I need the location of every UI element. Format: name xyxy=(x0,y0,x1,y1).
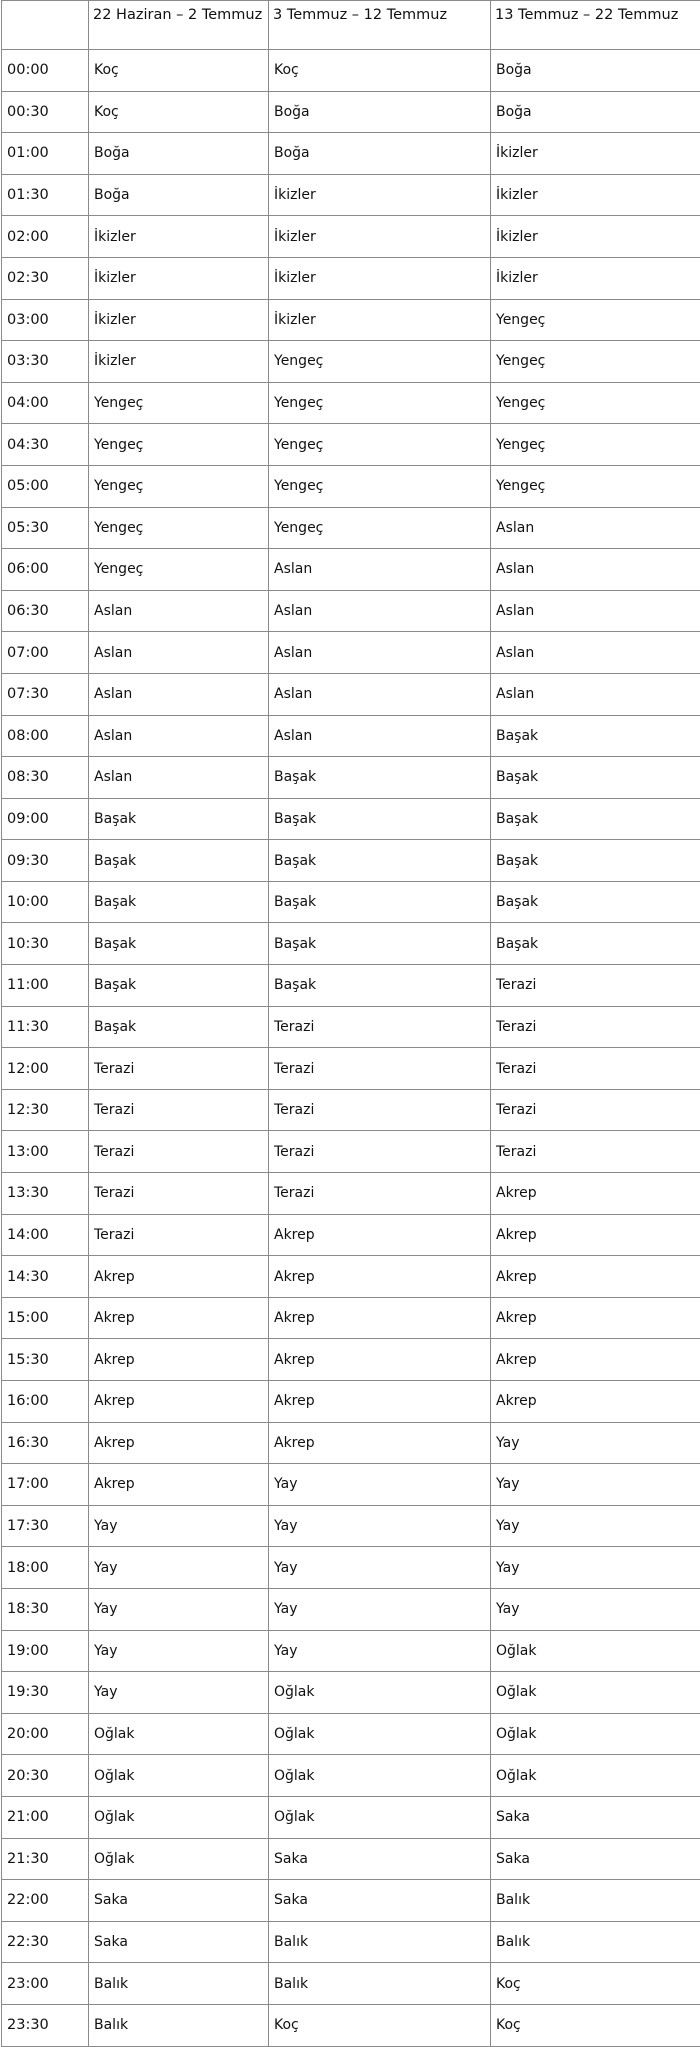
sign-cell-col-b: Yay xyxy=(269,1588,491,1630)
time-cell: 04:00 xyxy=(2,382,89,424)
sign-cell-col-b: Aslan xyxy=(269,590,491,632)
sign-cell-col-b: Terazi xyxy=(269,1048,491,1090)
sign-cell-col-b: Akrep xyxy=(269,1339,491,1381)
time-cell: 09:30 xyxy=(2,840,89,882)
sign-cell-col-b: Aslan xyxy=(269,715,491,757)
time-cell: 11:30 xyxy=(2,1006,89,1048)
table-row xyxy=(2,1796,700,1838)
sign-cell-col-c: Başak xyxy=(491,881,700,923)
sign-cell-col-c: Başak xyxy=(491,798,700,840)
sign-cell-col-c: Başak xyxy=(491,715,700,757)
sign-cell-col-c: Yay xyxy=(491,1588,700,1630)
sign-cell-col-c: İkizler xyxy=(491,133,700,175)
sign-cell-col-a: Başak xyxy=(89,923,269,965)
time-cell: 00:30 xyxy=(2,91,89,133)
time-cell: 12:00 xyxy=(2,1048,89,1090)
table-row xyxy=(2,50,700,92)
sign-cell-col-c: Koç xyxy=(491,1963,700,2005)
table-row xyxy=(2,798,700,840)
sign-cell-col-b: Yay xyxy=(269,1630,491,1672)
sign-cell-col-a: Başak xyxy=(89,840,269,882)
sign-cell-col-a: Yay xyxy=(89,1672,269,1714)
time-cell: 00:00 xyxy=(2,50,89,92)
sign-cell-col-c: Yengeç xyxy=(491,341,700,383)
sign-cell-col-b: Akrep xyxy=(269,1381,491,1423)
table-row xyxy=(2,1214,700,1256)
sign-cell-col-b: Yengeç xyxy=(269,507,491,549)
sign-cell-col-c: Akrep xyxy=(491,1214,700,1256)
sign-cell-col-a: Terazi xyxy=(89,1131,269,1173)
header-col-a: 22 Haziran – 2 Temmuz xyxy=(89,1,269,50)
sign-cell-col-b: Terazi xyxy=(269,1006,491,1048)
time-cell: 10:30 xyxy=(2,923,89,965)
sign-cell-col-a: Saka xyxy=(89,1880,269,1922)
table-row xyxy=(2,757,700,799)
sign-cell-col-a: Yay xyxy=(89,1547,269,1589)
sign-cell-col-b: Saka xyxy=(269,1838,491,1880)
header-row xyxy=(2,1,700,50)
sign-cell-col-c: Aslan xyxy=(491,673,700,715)
sign-cell-col-c: Koç xyxy=(491,2004,700,2046)
sign-cell-col-a: Oğlak xyxy=(89,1755,269,1797)
header-time xyxy=(2,1,89,50)
sign-cell-col-b: Başak xyxy=(269,881,491,923)
table-row xyxy=(2,549,700,591)
sign-cell-col-c: Aslan xyxy=(491,507,700,549)
time-cell: 16:00 xyxy=(2,1381,89,1423)
sign-cell-col-b: Başak xyxy=(269,840,491,882)
sign-cell-col-b: Boğa xyxy=(269,133,491,175)
sign-cell-col-a: Terazi xyxy=(89,1089,269,1131)
sign-cell-col-a: Başak xyxy=(89,1006,269,1048)
table-row xyxy=(2,1713,700,1755)
sign-cell-col-a: İkizler xyxy=(89,216,269,258)
sign-cell-col-b: Akrep xyxy=(269,1256,491,1298)
sign-cell-col-b: Terazi xyxy=(269,1089,491,1131)
sign-cell-col-a: Yengeç xyxy=(89,424,269,466)
sign-cell-col-b: Yengeç xyxy=(269,341,491,383)
sign-cell-col-c: Yengeç xyxy=(491,382,700,424)
sign-cell-col-a: Balık xyxy=(89,2004,269,2046)
sign-cell-col-a: İkizler xyxy=(89,257,269,299)
table-row xyxy=(2,1297,700,1339)
sign-cell-col-b: Oğlak xyxy=(269,1796,491,1838)
sign-cell-col-a: Yay xyxy=(89,1630,269,1672)
table-row xyxy=(2,465,700,507)
sign-cell-col-c: Yay xyxy=(491,1422,700,1464)
time-cell: 18:00 xyxy=(2,1547,89,1589)
table-body xyxy=(2,50,700,2047)
sign-cell-col-b: Aslan xyxy=(269,673,491,715)
time-cell: 01:30 xyxy=(2,174,89,216)
sign-cell-col-b: Akrep xyxy=(269,1422,491,1464)
time-cell: 15:00 xyxy=(2,1297,89,1339)
table-row xyxy=(2,840,700,882)
sign-cell-col-a: Yengeç xyxy=(89,549,269,591)
table-row xyxy=(2,923,700,965)
time-cell: 11:00 xyxy=(2,965,89,1007)
sign-cell-col-c: Yay xyxy=(491,1464,700,1506)
sign-cell-col-a: Aslan xyxy=(89,715,269,757)
sign-cell-col-b: Aslan xyxy=(269,549,491,591)
table-row xyxy=(2,174,700,216)
sign-cell-col-a: Oğlak xyxy=(89,1796,269,1838)
sign-cell-col-c: Oğlak xyxy=(491,1755,700,1797)
table-row xyxy=(2,1672,700,1714)
sign-cell-col-a: Boğa xyxy=(89,133,269,175)
table-row xyxy=(2,257,700,299)
table-row xyxy=(2,1048,700,1090)
sign-cell-col-a: Akrep xyxy=(89,1339,269,1381)
table-row xyxy=(2,1588,700,1630)
sign-cell-col-c: Başak xyxy=(491,840,700,882)
sign-cell-col-c: Aslan xyxy=(491,590,700,632)
time-cell: 21:00 xyxy=(2,1796,89,1838)
sign-cell-col-a: Saka xyxy=(89,1921,269,1963)
sign-cell-col-a: Akrep xyxy=(89,1422,269,1464)
sign-cell-col-c: Yay xyxy=(491,1547,700,1589)
time-cell: 14:00 xyxy=(2,1214,89,1256)
sign-cell-col-c: Terazi xyxy=(491,1131,700,1173)
time-cell: 02:00 xyxy=(2,216,89,258)
sign-cell-col-b: Yay xyxy=(269,1547,491,1589)
table-row xyxy=(2,965,700,1007)
time-cell: 21:30 xyxy=(2,1838,89,1880)
sign-cell-col-a: Aslan xyxy=(89,757,269,799)
sign-cell-col-b: Akrep xyxy=(269,1297,491,1339)
sign-cell-col-b: Başak xyxy=(269,798,491,840)
time-cell: 13:00 xyxy=(2,1131,89,1173)
sign-cell-col-c: Oğlak xyxy=(491,1672,700,1714)
time-cell: 14:30 xyxy=(2,1256,89,1298)
sign-cell-col-b: Koç xyxy=(269,2004,491,2046)
sign-cell-col-c: Akrep xyxy=(491,1256,700,1298)
time-cell: 13:30 xyxy=(2,1173,89,1215)
time-cell: 17:30 xyxy=(2,1505,89,1547)
sign-cell-col-a: Balık xyxy=(89,1963,269,2005)
sign-cell-col-c: Başak xyxy=(491,923,700,965)
sign-cell-col-a: Başak xyxy=(89,881,269,923)
sign-cell-col-b: Başak xyxy=(269,757,491,799)
table-row xyxy=(2,1422,700,1464)
time-cell: 10:00 xyxy=(2,881,89,923)
table-row xyxy=(2,507,700,549)
sign-cell-col-c: İkizler xyxy=(491,257,700,299)
sign-cell-col-a: Terazi xyxy=(89,1048,269,1090)
sign-cell-col-b: Yengeç xyxy=(269,424,491,466)
table-row xyxy=(2,1464,700,1506)
table-row xyxy=(2,216,700,258)
sign-cell-col-a: Terazi xyxy=(89,1214,269,1256)
sign-cell-col-b: Oğlak xyxy=(269,1672,491,1714)
time-cell: 05:30 xyxy=(2,507,89,549)
sign-cell-col-c: Boğa xyxy=(491,91,700,133)
sign-cell-col-b: Terazi xyxy=(269,1173,491,1215)
table-row xyxy=(2,1131,700,1173)
sign-cell-col-a: Aslan xyxy=(89,673,269,715)
sign-cell-col-a: Yengeç xyxy=(89,465,269,507)
table-row xyxy=(2,133,700,175)
table-row xyxy=(2,590,700,632)
sign-cell-col-a: Yay xyxy=(89,1505,269,1547)
sign-cell-col-a: Yengeç xyxy=(89,507,269,549)
sign-cell-col-a: Akrep xyxy=(89,1381,269,1423)
sign-cell-col-c: Balık xyxy=(491,1880,700,1922)
sign-cell-col-a: Yay xyxy=(89,1588,269,1630)
sign-cell-col-c: Akrep xyxy=(491,1297,700,1339)
table-row xyxy=(2,1921,700,1963)
time-cell: 22:00 xyxy=(2,1880,89,1922)
table-row xyxy=(2,1173,700,1215)
header-col-c: 13 Temmuz – 22 Temmuz xyxy=(491,1,700,50)
time-cell: 06:30 xyxy=(2,590,89,632)
sign-cell-col-c: İkizler xyxy=(491,216,700,258)
table-row xyxy=(2,1547,700,1589)
sign-cell-col-c: Saka xyxy=(491,1838,700,1880)
time-cell: 09:00 xyxy=(2,798,89,840)
time-cell: 15:30 xyxy=(2,1339,89,1381)
time-cell: 12:30 xyxy=(2,1089,89,1131)
sign-cell-col-c: Yengeç xyxy=(491,424,700,466)
table-row xyxy=(2,1963,700,2005)
sign-cell-col-b: İkizler xyxy=(269,299,491,341)
time-cell: 05:00 xyxy=(2,465,89,507)
sign-cell-col-a: Akrep xyxy=(89,1256,269,1298)
time-cell: 04:30 xyxy=(2,424,89,466)
header-col-b: 3 Temmuz – 12 Temmuz xyxy=(269,1,491,50)
sign-cell-col-c: Akrep xyxy=(491,1339,700,1381)
time-cell: 20:30 xyxy=(2,1755,89,1797)
time-cell: 01:00 xyxy=(2,133,89,175)
time-cell: 20:00 xyxy=(2,1713,89,1755)
sign-cell-col-c: Terazi xyxy=(491,1048,700,1090)
table-row xyxy=(2,424,700,466)
time-cell: 23:30 xyxy=(2,2004,89,2046)
time-cell: 06:00 xyxy=(2,549,89,591)
table-row xyxy=(2,1381,700,1423)
table-row xyxy=(2,1006,700,1048)
sign-cell-col-b: Yengeç xyxy=(269,382,491,424)
sign-cell-col-b: İkizler xyxy=(269,174,491,216)
time-cell: 07:30 xyxy=(2,673,89,715)
table-row xyxy=(2,1755,700,1797)
table-row xyxy=(2,382,700,424)
sign-cell-col-b: Oğlak xyxy=(269,1713,491,1755)
table-row xyxy=(2,2004,700,2046)
sign-cell-col-b: Başak xyxy=(269,923,491,965)
sign-cell-col-c: Yengeç xyxy=(491,299,700,341)
sign-cell-col-b: Yay xyxy=(269,1464,491,1506)
sign-cell-col-c: Oğlak xyxy=(491,1630,700,1672)
sign-cell-col-a: Aslan xyxy=(89,590,269,632)
sign-cell-col-a: Başak xyxy=(89,965,269,1007)
sign-cell-col-a: Oğlak xyxy=(89,1713,269,1755)
sign-cell-col-a: Boğa xyxy=(89,174,269,216)
time-cell: 22:30 xyxy=(2,1921,89,1963)
sign-cell-col-a: Aslan xyxy=(89,632,269,674)
time-cell: 07:00 xyxy=(2,632,89,674)
sign-cell-col-b: Balık xyxy=(269,1921,491,1963)
table-header xyxy=(2,1,700,50)
ascendant-table xyxy=(1,0,700,2047)
sign-cell-col-b: Yengeç xyxy=(269,465,491,507)
time-cell: 23:00 xyxy=(2,1963,89,2005)
time-cell: 03:00 xyxy=(2,299,89,341)
sign-cell-col-c: İkizler xyxy=(491,174,700,216)
sign-cell-col-a: İkizler xyxy=(89,341,269,383)
time-cell: 08:30 xyxy=(2,757,89,799)
sign-cell-col-a: Akrep xyxy=(89,1297,269,1339)
table-row xyxy=(2,341,700,383)
sign-cell-col-a: Koç xyxy=(89,50,269,92)
sign-cell-col-b: Başak xyxy=(269,965,491,1007)
sign-cell-col-a: Akrep xyxy=(89,1464,269,1506)
sign-cell-col-a: Oğlak xyxy=(89,1838,269,1880)
table-row xyxy=(2,632,700,674)
sign-cell-col-a: Terazi xyxy=(89,1173,269,1215)
sign-cell-col-b: Koç xyxy=(269,50,491,92)
table-row xyxy=(2,299,700,341)
sign-cell-col-b: Yay xyxy=(269,1505,491,1547)
table-row xyxy=(2,1630,700,1672)
sign-cell-col-b: Terazi xyxy=(269,1131,491,1173)
table-row xyxy=(2,1339,700,1381)
sign-cell-col-c: Saka xyxy=(491,1796,700,1838)
time-cell: 17:00 xyxy=(2,1464,89,1506)
table-row xyxy=(2,715,700,757)
sign-cell-col-b: Saka xyxy=(269,1880,491,1922)
sign-cell-col-b: İkizler xyxy=(269,216,491,258)
table-row xyxy=(2,91,700,133)
sign-cell-col-c: Akrep xyxy=(491,1381,700,1423)
sign-cell-col-c: Terazi xyxy=(491,1006,700,1048)
time-cell: 16:30 xyxy=(2,1422,89,1464)
sign-cell-col-c: Yengeç xyxy=(491,465,700,507)
sign-cell-col-c: Terazi xyxy=(491,1089,700,1131)
sign-cell-col-c: Aslan xyxy=(491,632,700,674)
table-row xyxy=(2,1838,700,1880)
time-cell: 19:00 xyxy=(2,1630,89,1672)
table-row xyxy=(2,881,700,923)
table-row xyxy=(2,1880,700,1922)
sign-cell-col-b: Boğa xyxy=(269,91,491,133)
sign-cell-col-c: Aslan xyxy=(491,549,700,591)
table-row xyxy=(2,1505,700,1547)
sign-cell-col-a: Koç xyxy=(89,91,269,133)
table-row xyxy=(2,1089,700,1131)
time-cell: 18:30 xyxy=(2,1588,89,1630)
sign-cell-col-b: İkizler xyxy=(269,257,491,299)
sign-cell-col-a: İkizler xyxy=(89,299,269,341)
sign-cell-col-b: Aslan xyxy=(269,632,491,674)
time-cell: 03:30 xyxy=(2,341,89,383)
table-row xyxy=(2,673,700,715)
time-cell: 02:30 xyxy=(2,257,89,299)
sign-cell-col-a: Başak xyxy=(89,798,269,840)
sign-cell-col-c: Oğlak xyxy=(491,1713,700,1755)
table-row xyxy=(2,1256,700,1298)
sign-cell-col-b: Balık xyxy=(269,1963,491,2005)
time-cell: 08:00 xyxy=(2,715,89,757)
sign-cell-col-b: Akrep xyxy=(269,1214,491,1256)
sign-cell-col-c: Akrep xyxy=(491,1173,700,1215)
sign-cell-col-c: Terazi xyxy=(491,965,700,1007)
sign-cell-col-c: Balık xyxy=(491,1921,700,1963)
sign-cell-col-c: Başak xyxy=(491,757,700,799)
sign-cell-col-c: Boğa xyxy=(491,50,700,92)
sign-cell-col-c: Yay xyxy=(491,1505,700,1547)
time-cell: 19:30 xyxy=(2,1672,89,1714)
sign-cell-col-a: Yengeç xyxy=(89,382,269,424)
sign-cell-col-b: Oğlak xyxy=(269,1755,491,1797)
